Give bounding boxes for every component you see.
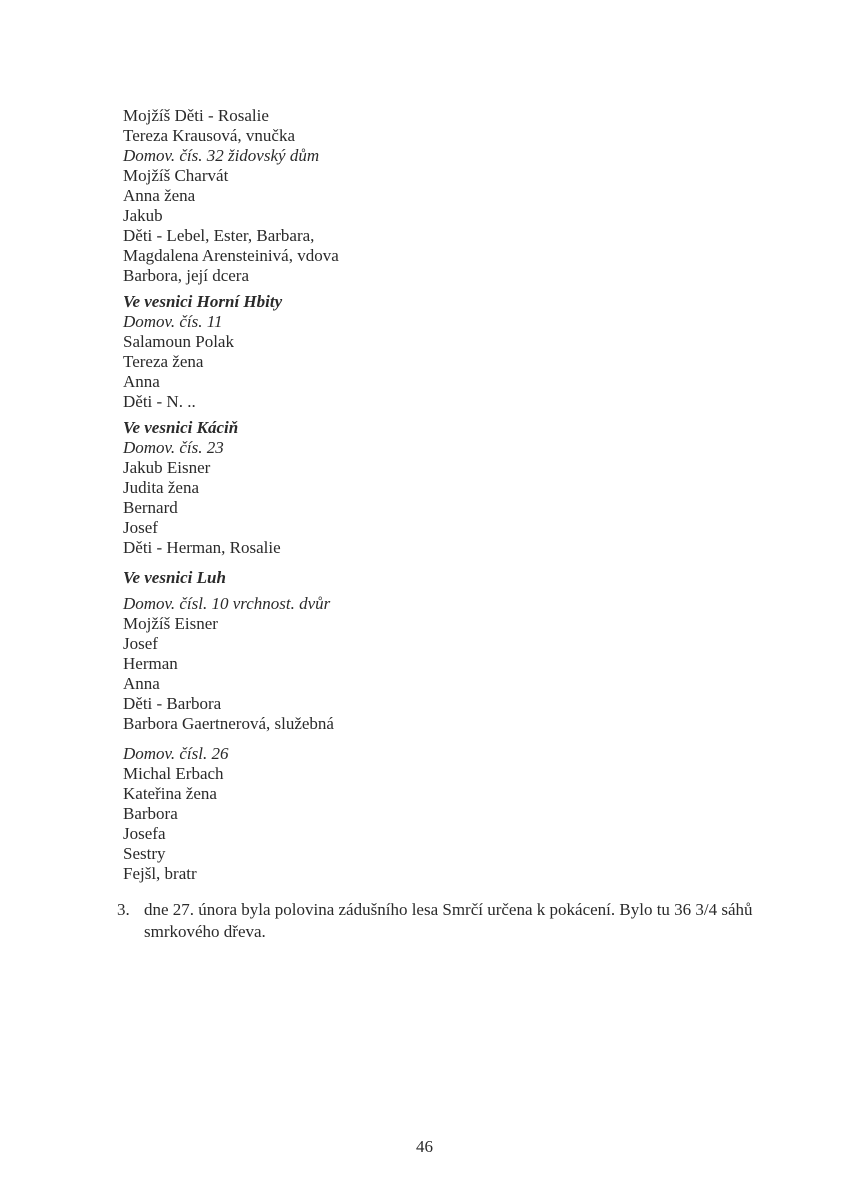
entry-line: Magdalena Arensteinivá, vdova xyxy=(123,246,339,265)
entry-line: Sestry xyxy=(123,844,166,863)
entry-line: Bernard xyxy=(123,498,178,517)
entry-line: Jakub Eisner xyxy=(123,458,211,477)
note-number: 3. xyxy=(117,900,130,919)
house-number-heading: Domov. čís. 32 židovský dům xyxy=(123,146,320,165)
entry-line: Kateřina žena xyxy=(123,784,217,803)
note-first-line xyxy=(117,899,787,921)
village-heading: Ve vesnici Luh xyxy=(123,568,226,587)
entry-line: Fejšl, bratr xyxy=(123,864,197,883)
note-continuation: smrkového dřeva. xyxy=(144,922,266,941)
entry-line: Jakub xyxy=(123,206,163,225)
entry-line: Mojžíš Eisner xyxy=(123,614,218,633)
entry-line: Mojžíš Děti - Rosalie xyxy=(123,106,269,125)
house-number-heading: Domov. čísl. 10 vrchnost. dvůr xyxy=(123,594,331,613)
village-heading: Ve vesnici Káciň xyxy=(123,418,239,437)
house-number-heading: Domov. čís. 11 xyxy=(123,312,223,331)
entry-line: Josef xyxy=(123,518,158,537)
entry-line: Herman xyxy=(123,654,178,673)
register-column xyxy=(123,106,763,884)
entry-line: Josefa xyxy=(123,824,166,843)
page-number: 46 xyxy=(416,1137,433,1156)
entry-line: Anna xyxy=(123,674,160,693)
entry-line: Salamoun Polak xyxy=(123,332,234,351)
entry-line: Josef xyxy=(123,634,158,653)
house-number-heading: Domov. čísl. 26 xyxy=(123,744,229,763)
entry-line: Barbora Gaertnerová, služebná xyxy=(123,714,334,733)
entry-line: Barbora, její dcera xyxy=(123,266,250,285)
entry-line: Děti - N. .. xyxy=(123,392,196,411)
entry-line: Barbora xyxy=(123,804,178,823)
entry-line: Anna xyxy=(123,372,160,391)
entry-line: Děti - Barbora xyxy=(123,694,222,713)
entry-line: Judita žena xyxy=(123,478,199,497)
numbered-note xyxy=(117,899,787,943)
entry-line: Tereza žena xyxy=(123,352,204,371)
note-text: dne 27. února byla polovina zádušního lesa Smrčí určena k pokácení. Bylo tu 36 3/4 sáhů xyxy=(144,900,753,919)
entry-line: Děti - Herman, Rosalie xyxy=(123,538,281,557)
entry-line: Michal Erbach xyxy=(123,764,224,783)
house-number-heading: Domov. čís. 23 xyxy=(123,438,224,457)
entry-line: Tereza Krausová, vnučka xyxy=(123,126,296,145)
village-heading: Ve vesnici Horní Hbity xyxy=(123,292,283,311)
entry-line: Děti - Lebel, Ester, Barbara, xyxy=(123,226,315,245)
entry-line: Mojžíš Charvát xyxy=(123,166,229,185)
entry-line: Anna žena xyxy=(123,186,196,205)
